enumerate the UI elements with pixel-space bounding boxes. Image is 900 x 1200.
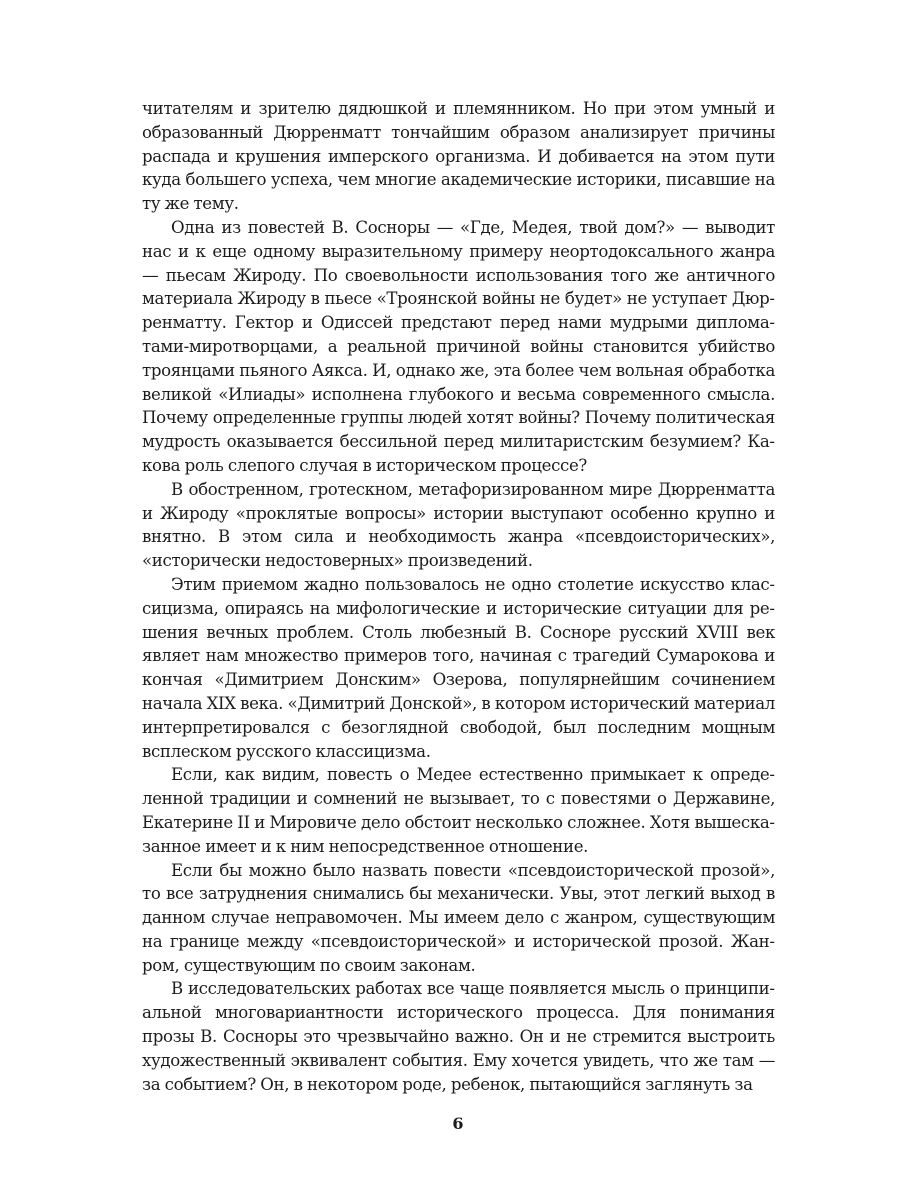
paragraph-7: В исследовательских работах все чаще появляется мысль о принципиальной многовариантности исторического процесса. Для понимания прозы В. Сосноры это чрезвычайно важно. Он и не стремится выстроить художественный эквивалент события. Ему хочется увидеть, что же там — за событием? Он, в некотором роде, ребенок, пытающийся заглянуть за [142, 979, 775, 1094]
paragraph-3: В обостренном, гротескном, метафоризированном мире Дюрренматта и Жироду «проклятые вопросы» истории выступают особенно крупно и внятно. В этом сила и необходимость жанра «псевдоисторических», «исторически недостоверных» произведений. [142, 479, 775, 571]
paragraph-4: Этим приемом жадно пользовалось не одно столетие искусство классицизма, опираясь на мифологические и исторические ситуации для решения вечных проблем. Столь любезный В. Сосноре русский XVIII век являет нам множество примеров того, начиная с трагедий Сумарокова и кончая «Димитрием Донским» Озерова, популярнейшим сочинением начала XIX века. «Димитрий Донской», в котором исторический материал интерпретировался с безоглядной свободой, был последним мощным всплеском русского классицизма. [142, 574, 775, 761]
page-body [142, 97, 775, 1096]
page-number: 6 [452, 1114, 464, 1133]
paragraph-6: Если бы можно было назвать повести «псевдоисторической прозой», то все затруднения снимались бы механически. Увы, этот легкий выход в данном случае неправомочен. Мы имеем дело с жанром, существующим на границе между «псевдоисторической» и исторической прозой. Жанром, существующим по своим законам. [142, 860, 775, 975]
paragraph-1: читателям и зрителю дядюшкой и племянником. Но при этом умный и образованный Дюрренматт тончайшим образом анализирует причины распада и крушения имперского организма. И добивается на этом пути куда большего успеха, чем многие академические историки, писавшие на ту же тему. [142, 99, 775, 214]
paragraph-2: Одна из повестей В. Сосноры — «Где, Медея, твой дом?» — выводит нас и к еще одному выразительному примеру неортодоксального жанра — пьесам Жироду. По своевольности использования того же античного материала Жироду в пьесе «Троянской войны не будет» не уступает Дюрренматту. Гектор и Одиссей предстают перед нами мудрыми дипломатами-миротворцами, а реальной причиной войны становится убийство троянцами пьяного Аякса. И, однако же, эта более чем вольная обработка великой «Илиады» исполнена глубокого и весьма современного смысла. Почему определенные группы людей хотят войны? Почему политическая мудрость оказывается бессильной перед милитаристским безумием? Какова роль слепого случая в историческом процессе? [142, 217, 775, 475]
paragraph-5: Если, как видим, повесть о Медее естественно примыкает к определенной традиции и сомнений не вызывает, то с повестями о Державине, Екатерине II и Мировиче дело обстоит несколько сложнее. Хотя вышесказанное имеет и к ним непосредственное отношение. [142, 765, 775, 856]
